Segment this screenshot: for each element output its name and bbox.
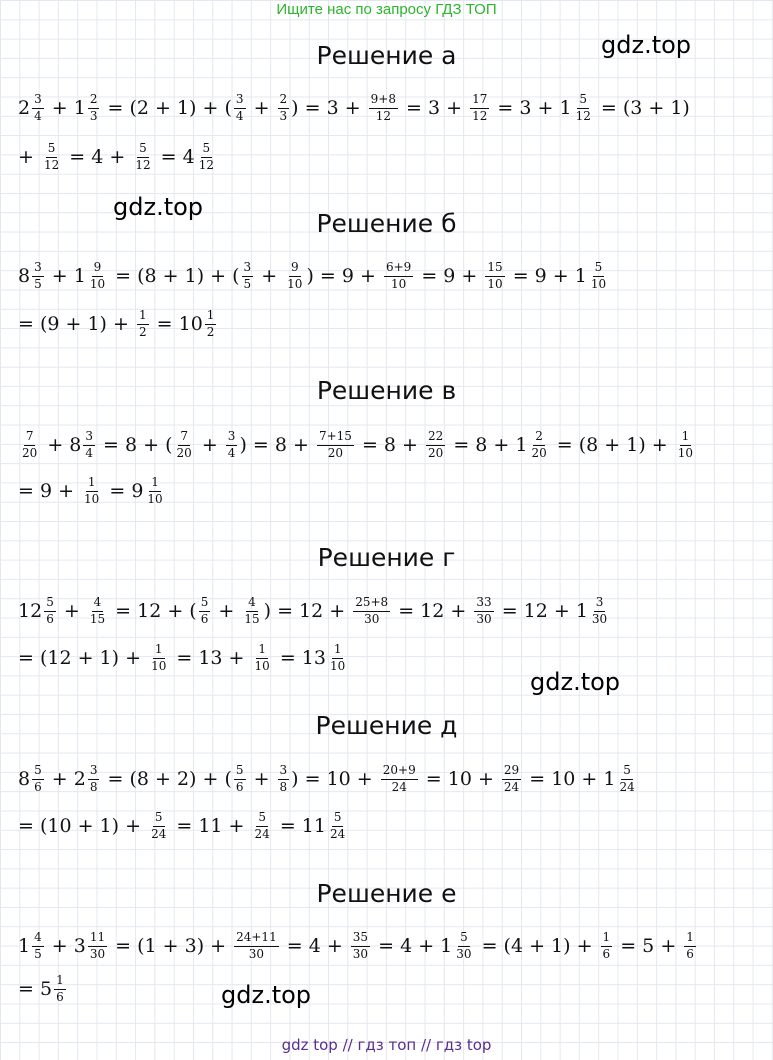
fraction — [88, 261, 107, 290]
fraction — [384, 261, 413, 290]
equation-text: = 12 + ( — [109, 599, 197, 622]
fraction-numerator: 4 — [246, 596, 258, 611]
fraction — [88, 764, 100, 793]
watermark: gdz.top — [113, 193, 204, 221]
fraction-denominator: 30 — [476, 611, 492, 626]
fraction — [83, 430, 95, 459]
equation-text: 2 — [18, 96, 31, 119]
fraction-denominator: 20 — [22, 445, 38, 460]
fraction-denominator: 30 — [591, 611, 608, 626]
equation-text: + 3 — [45, 934, 86, 957]
fraction-numerator: 17 — [470, 93, 489, 108]
fraction-numerator: 4 — [92, 596, 104, 611]
fraction-numerator: 1 — [137, 309, 149, 324]
fraction-numerator: 5 — [577, 93, 589, 108]
fraction-numerator: 9+8 — [369, 93, 398, 108]
fraction-numerator: 35 — [351, 931, 370, 946]
solution-heading: Решение а — [316, 41, 457, 70]
fraction — [253, 643, 272, 672]
fraction — [589, 261, 608, 290]
fraction-denominator: 10 — [330, 658, 346, 673]
equation-text: = 9 + — [18, 479, 81, 502]
fraction-denominator: 30 — [456, 946, 472, 961]
solution-heading: Решение б — [316, 209, 457, 238]
fraction-numerator: 22 — [426, 430, 445, 445]
fraction-denominator: 6 — [686, 946, 694, 961]
fraction-numerator: 3 — [278, 764, 290, 779]
fraction-numerator: 5 — [32, 764, 44, 779]
equation-text: = (4 + 1) + — [475, 934, 599, 957]
equation-text: + 2 — [45, 767, 86, 790]
equation-text: = 3 + 1 — [491, 96, 572, 119]
fraction-numerator: 5 — [137, 142, 149, 157]
equation-text: = 8 + — [355, 433, 424, 456]
equation-line — [18, 762, 639, 796]
fraction-denominator: 8 — [279, 779, 288, 794]
fraction-numerator: 6+9 — [384, 261, 413, 276]
equation-line — [18, 140, 218, 174]
fraction — [226, 430, 238, 459]
fraction-numerator: 5 — [593, 261, 605, 276]
fraction — [502, 764, 521, 793]
fraction-denominator: 20 — [531, 445, 547, 460]
fraction-numerator: 1 — [86, 476, 98, 491]
equation-text: = 8 + ( — [97, 433, 173, 456]
fraction-numerator: 3 — [32, 93, 44, 108]
watermark: gdz.top — [530, 668, 621, 696]
fraction-denominator: 5 — [243, 276, 252, 291]
fraction-numerator: 1 — [332, 643, 344, 658]
equation-text: = (8 + 2) + ( — [101, 767, 232, 790]
equation-line — [18, 307, 218, 341]
equation-text: = 3 + — [400, 96, 469, 119]
fraction-denominator: 12 — [375, 108, 391, 123]
fraction-denominator: 10 — [254, 658, 270, 673]
equation-text: = (1 + 3) + — [109, 934, 233, 957]
fraction-numerator: 5 — [458, 931, 470, 946]
equation-text: = (8 + 1) + ( — [109, 264, 240, 287]
equation-line — [18, 929, 698, 963]
fraction-denominator: 6 — [34, 779, 42, 794]
fraction — [205, 309, 217, 338]
equation-text: + 1 — [45, 264, 86, 287]
fraction-denominator: 12 — [198, 157, 214, 172]
fraction-numerator: 5 — [153, 811, 165, 826]
fraction — [317, 430, 354, 459]
fraction-numerator: 3 — [234, 93, 246, 108]
fraction-denominator: 12 — [43, 157, 60, 172]
fraction-numerator: 15 — [485, 261, 504, 276]
equation-text: ) = 10 + — [291, 767, 379, 790]
fraction — [426, 430, 445, 459]
fraction — [369, 93, 398, 122]
fraction-denominator: 30 — [89, 946, 106, 961]
fraction-denominator: 30 — [352, 946, 369, 961]
fraction-numerator: 3 — [88, 764, 100, 779]
fraction-numerator: 7 — [178, 430, 190, 445]
equation-text: + — [212, 599, 241, 622]
fraction-denominator: 3 — [89, 108, 98, 123]
equation-text: ) = 12 + — [263, 599, 352, 622]
fraction-denominator: 20 — [327, 445, 344, 460]
solution-heading: Решение г — [317, 543, 456, 572]
fraction — [82, 476, 101, 505]
fraction — [20, 430, 39, 459]
fraction-numerator: 24+11 — [234, 931, 279, 946]
fraction — [197, 142, 216, 171]
fraction-denominator: 8 — [89, 779, 98, 794]
fraction-denominator: 2 — [138, 324, 147, 339]
fraction-numerator: 33 — [474, 596, 493, 611]
fraction-numerator: 1 — [680, 430, 692, 445]
fraction-denominator: 5 — [34, 276, 42, 291]
fraction-numerator: 5 — [44, 596, 56, 611]
fraction — [199, 596, 211, 625]
equation-line — [18, 809, 349, 843]
fraction-numerator: 1 — [54, 974, 66, 989]
equation-line — [18, 428, 697, 462]
fraction-denominator: 15 — [244, 611, 260, 626]
fraction — [529, 430, 548, 459]
fraction — [253, 811, 272, 840]
fraction — [601, 931, 613, 960]
equation-line — [18, 259, 610, 293]
fraction-denominator: 20 — [428, 445, 444, 460]
fraction-numerator: 1 — [205, 309, 217, 324]
fraction — [145, 476, 164, 505]
equation-text: + — [247, 96, 276, 119]
equation-text: = 12 + — [392, 599, 473, 622]
fraction — [44, 596, 56, 625]
equation-text: ) = 9 + — [306, 264, 382, 287]
footer-text: gdz top // гдз топ // гдз top — [281, 1036, 492, 1054]
equation-text: = 5 — [18, 977, 53, 1000]
fraction — [149, 811, 168, 840]
fraction-numerator: 9 — [289, 261, 301, 276]
fraction — [32, 931, 44, 960]
fraction-denominator: 24 — [151, 826, 167, 841]
equation-text: = 8 + 1 — [447, 433, 528, 456]
equation-text: = 5 + — [614, 934, 683, 957]
fraction-denominator: 4 — [34, 108, 42, 123]
fraction-numerator: 1 — [684, 931, 696, 946]
fraction-denominator: 30 — [248, 946, 265, 961]
fraction — [328, 811, 347, 840]
fraction — [242, 261, 254, 290]
fraction-numerator: 1 — [153, 643, 165, 658]
fraction-numerator: 29 — [502, 764, 521, 779]
fraction-denominator: 4 — [227, 445, 236, 460]
fraction-denominator: 10 — [487, 276, 503, 291]
fraction-numerator: 1 — [149, 476, 161, 491]
equation-text: = (8 + 1) + — [550, 433, 674, 456]
fraction-denominator: 24 — [619, 779, 635, 794]
equation-text: = 13 — [273, 646, 326, 669]
fraction-numerator: 3 — [594, 596, 606, 611]
fraction-denominator: 4 — [85, 445, 94, 460]
fraction-numerator: 2 — [88, 93, 100, 108]
fraction-numerator: 5 — [199, 596, 211, 611]
fraction — [676, 430, 695, 459]
equation-text: = 9 — [103, 479, 144, 502]
equation-text: + — [255, 264, 284, 287]
fraction — [32, 261, 44, 290]
equation-text: = 9 + — [415, 264, 484, 287]
equation-text: = 13 + — [170, 646, 251, 669]
equation-text: + — [195, 433, 224, 456]
fraction-numerator: 5 — [621, 764, 633, 779]
fraction-numerator: 5 — [234, 764, 246, 779]
fraction — [234, 931, 279, 960]
fraction-denominator: 10 — [151, 658, 167, 673]
fraction-denominator: 10 — [390, 276, 407, 291]
equation-text: = (9 + 1) + — [18, 312, 135, 335]
fraction — [353, 596, 390, 625]
fraction — [684, 931, 696, 960]
fraction — [470, 93, 489, 122]
fraction-numerator: 1 — [256, 643, 268, 658]
watermark: gdz.top — [601, 31, 692, 59]
equation-text: = 4 + — [280, 934, 349, 957]
fraction — [54, 974, 66, 1003]
equation-text: = 4 — [154, 145, 195, 168]
fraction-denominator: 12 — [472, 108, 488, 123]
equation-text: = 10 + — [419, 767, 500, 790]
fraction-numerator: 20+9 — [381, 764, 418, 779]
fraction — [574, 93, 593, 122]
fraction — [133, 142, 152, 171]
fraction-denominator: 30 — [364, 611, 380, 626]
equation-line — [18, 474, 167, 508]
equation-line — [18, 594, 611, 628]
fraction — [278, 764, 290, 793]
equation-text: = 10 — [150, 312, 203, 335]
fraction-denominator: 10 — [287, 276, 303, 291]
equation-text: + 1 — [45, 96, 86, 119]
fraction-numerator: 2 — [278, 93, 290, 108]
fraction — [149, 643, 168, 672]
fraction-denominator: 6 — [602, 946, 611, 961]
solution-heading: Решение д — [315, 711, 458, 740]
fraction-denominator: 6 — [235, 779, 244, 794]
fraction-denominator: 24 — [391, 779, 407, 794]
fraction-numerator: 25+8 — [353, 596, 390, 611]
fraction — [88, 93, 100, 122]
equation-line — [18, 641, 349, 675]
fraction — [88, 931, 107, 960]
fraction-denominator: 6 — [200, 611, 209, 626]
fraction — [617, 764, 636, 793]
fraction-numerator: 7 — [24, 430, 36, 445]
equation-text: = (2 + 1) + ( — [101, 96, 232, 119]
fraction-denominator: 10 — [84, 491, 100, 506]
equation-text: ) = 3 + — [291, 96, 367, 119]
equation-text: 8 — [18, 767, 31, 790]
fraction-numerator: 3 — [83, 430, 95, 445]
fraction — [242, 596, 261, 625]
solution-heading: Решение е — [316, 879, 457, 908]
equation-text: 12 — [18, 599, 43, 622]
equation-text: 8 — [18, 264, 31, 287]
fraction — [454, 931, 473, 960]
equation-text: = 10 + 1 — [523, 767, 616, 790]
fraction — [175, 430, 194, 459]
solution-heading: Решение в — [316, 376, 457, 405]
equation-line — [18, 972, 68, 1006]
fraction-denominator: 15 — [89, 611, 106, 626]
fraction-denominator: 2 — [206, 324, 215, 339]
fraction-denominator: 20 — [176, 445, 192, 460]
fraction-numerator: 7+15 — [317, 430, 354, 445]
fraction — [234, 93, 246, 122]
equation-text: + 8 — [41, 433, 82, 456]
fraction-numerator: 5 — [201, 142, 213, 157]
fraction-denominator: 4 — [235, 108, 244, 123]
fraction-denominator: 10 — [590, 276, 607, 291]
fraction-denominator: 3 — [279, 108, 288, 123]
fraction — [285, 261, 304, 290]
fraction-numerator: 3 — [226, 430, 238, 445]
search-hint-banner: Ищите нас по запросу ГДЗ ТОП — [276, 1, 497, 18]
fraction-numerator: 3 — [242, 261, 254, 276]
fraction-denominator: 5 — [34, 946, 42, 961]
fraction-numerator: 5 — [46, 142, 58, 157]
equation-text: = 4 + 1 — [372, 934, 453, 957]
fraction-denominator: 24 — [330, 826, 346, 841]
fraction — [42, 142, 61, 171]
watermark: gdz.top — [221, 981, 312, 1009]
equation-text: 1 — [18, 934, 31, 957]
equation-text: + — [57, 599, 86, 622]
fraction — [278, 93, 290, 122]
equation-text: ) = 8 + — [239, 433, 315, 456]
fraction — [328, 643, 347, 672]
fraction — [485, 261, 504, 290]
fraction-denominator: 6 — [46, 611, 54, 626]
fraction-denominator: 24 — [503, 779, 520, 794]
equation-text: = 12 + 1 — [495, 599, 588, 622]
fraction-denominator: 12 — [135, 157, 151, 172]
fraction — [474, 596, 493, 625]
fraction-numerator: 1 — [601, 931, 613, 946]
fraction-numerator: 9 — [92, 261, 104, 276]
equation-text: = 9 + 1 — [506, 264, 587, 287]
fraction — [590, 596, 609, 625]
fraction — [32, 93, 44, 122]
fraction — [351, 931, 370, 960]
fraction — [381, 764, 418, 793]
fraction-numerator: 4 — [32, 931, 44, 946]
fraction — [32, 764, 44, 793]
equation-text: + — [18, 145, 40, 168]
fraction-denominator: 24 — [254, 826, 270, 841]
fraction-denominator: 12 — [575, 108, 591, 123]
fraction-denominator: 10 — [89, 276, 106, 291]
fraction — [88, 596, 107, 625]
equation-text: = (10 + 1) + — [18, 814, 148, 837]
fraction-denominator: 6 — [56, 989, 64, 1004]
fraction-numerator: 3 — [32, 261, 44, 276]
equation-text: = (3 + 1) — [594, 96, 690, 119]
fraction — [234, 764, 246, 793]
equation-line — [18, 91, 690, 125]
equation-text: = (12 + 1) + — [18, 646, 148, 669]
fraction-numerator: 5 — [332, 811, 344, 826]
fraction-denominator: 10 — [147, 491, 163, 506]
equation-text: = 4 + — [63, 145, 132, 168]
fraction — [137, 309, 149, 338]
equation-text: = 11 — [273, 814, 326, 837]
fraction-numerator: 5 — [256, 811, 268, 826]
fraction-numerator: 11 — [88, 931, 107, 946]
equation-text: + — [247, 767, 276, 790]
equation-text: = 11 + — [170, 814, 251, 837]
fraction-numerator: 2 — [533, 430, 545, 445]
fraction-denominator: 10 — [677, 445, 694, 460]
